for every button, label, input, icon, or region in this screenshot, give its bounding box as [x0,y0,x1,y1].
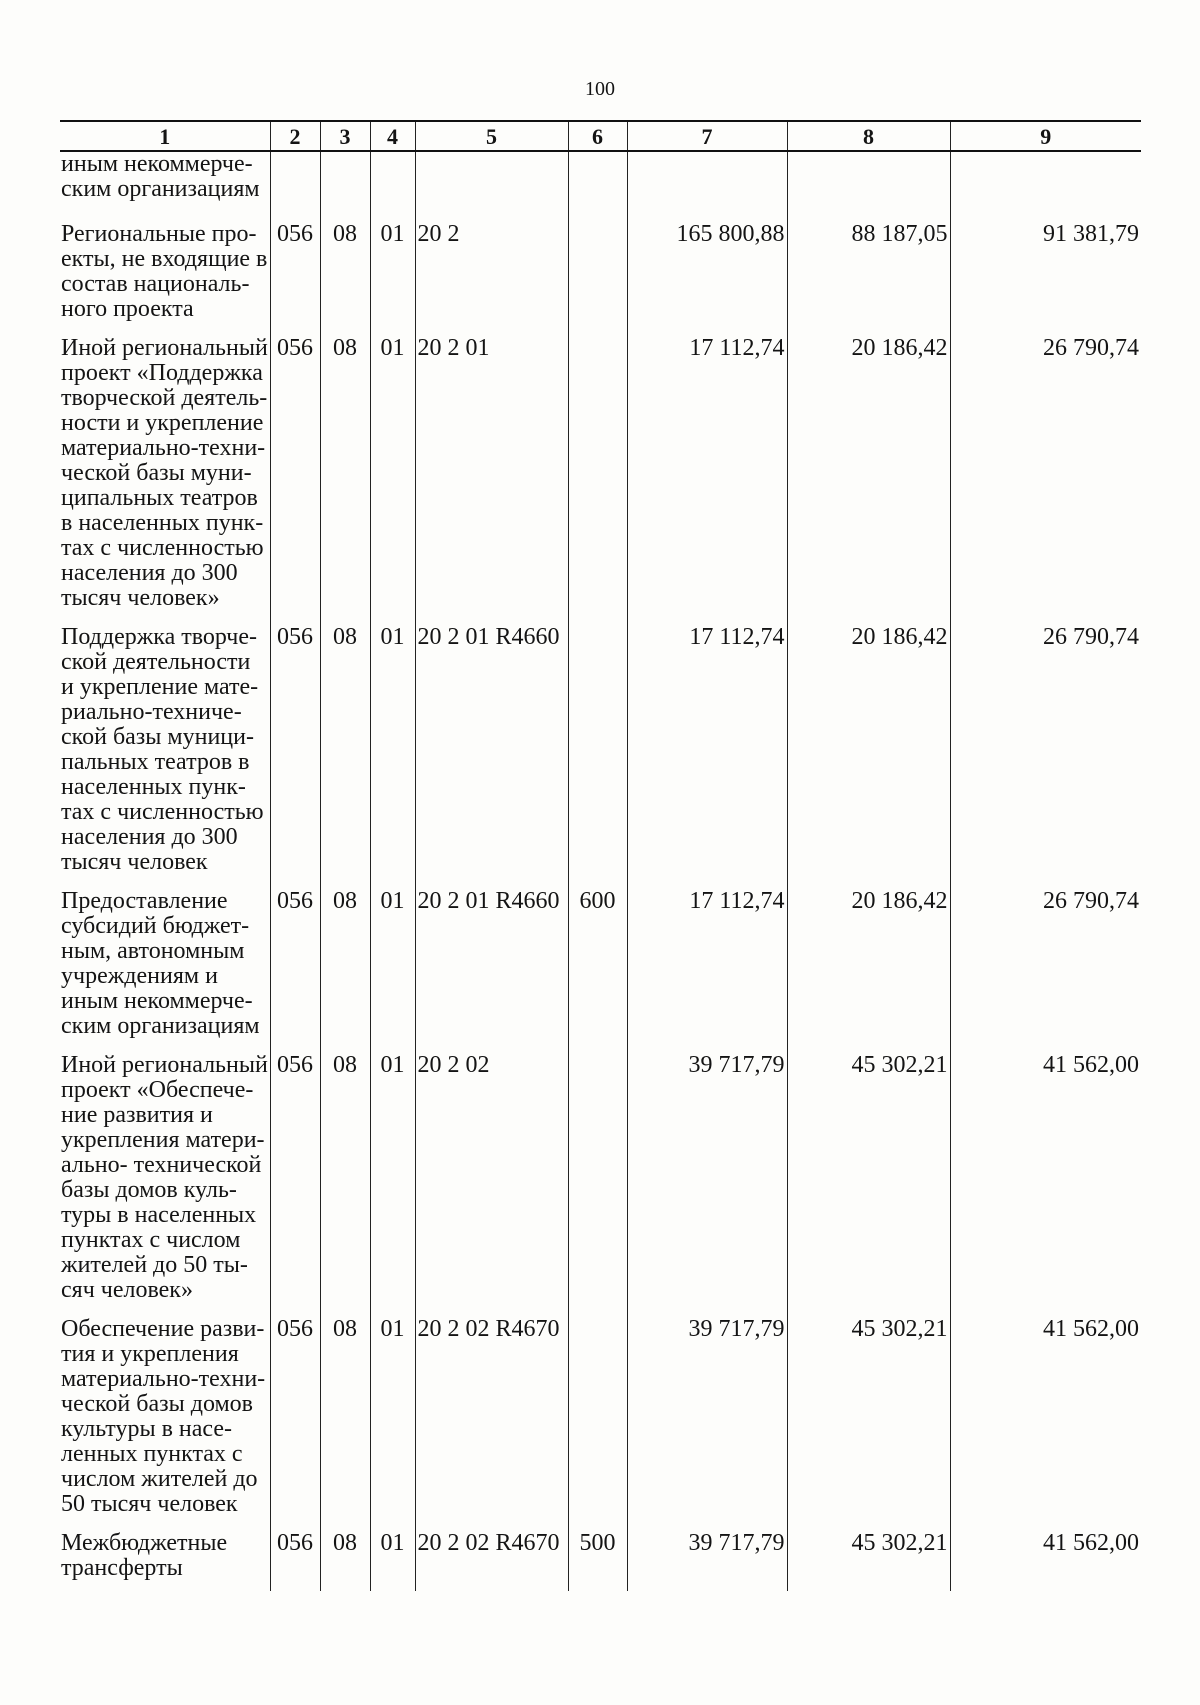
table-row [60,1317,1141,1531]
cell-amount-col8: 45 302,21 [787,1531,950,1581]
tail-cell [787,1581,950,1591]
cell-section: 08 [320,222,370,336]
tail-cell [320,1581,370,1591]
page-number: 100 [585,78,615,100]
cell-expense-type: 600 [568,889,627,1053]
cell-amount-col9: 41 562,00 [950,1053,1141,1317]
cell-subsection: 01 [370,1053,415,1317]
column-header-1: 1 [60,121,270,151]
cell-description: Поддержка творче- ской деятельности и укрепление мате- риально-техниче- ской базы муници- пальных театров в населенных пунк- тах с численностью населения до 300 тысяч человек [60,625,270,889]
cell-ministry-code: 056 [270,336,320,625]
cell-amount-col7: 165 800,88 [627,222,787,336]
tail-cell [370,1581,415,1591]
tail-cell [950,1581,1141,1591]
table-row [60,151,1141,222]
cell-ministry-code: 056 [270,625,320,889]
budget-table [60,120,1141,1591]
cell-target-article: 20 2 01 R4660 [415,625,568,889]
cell-subsection: 01 [370,1317,415,1531]
cell-target-article: 20 2 01 [415,336,568,625]
cell-expense-type [568,222,627,336]
table-row [60,889,1141,1053]
cell-expense-type [568,625,627,889]
tail-cell [627,1581,787,1591]
cell-ministry-code: 056 [270,889,320,1053]
tail-cell [60,1581,270,1591]
cell-amount-col9: 41 562,00 [950,1317,1141,1531]
cell-amount-col7: 17 112,74 [627,625,787,889]
cell-target-article: 20 2 02 [415,1053,568,1317]
cell-amount-col9: 41 562,00 [950,1531,1141,1581]
cell-ministry-code: 056 [270,1531,320,1581]
cell-description: Предоставление субсидий бюджет- ным, автономным учреждениям и иным некоммерче- ским организациям [60,889,270,1053]
cell-target-article: 20 2 02 R4670 [415,1317,568,1531]
cell-section: 08 [320,1317,370,1531]
cell-target-article: 20 2 [415,222,568,336]
tail-cell [415,1581,568,1591]
cell-target-article: 20 2 01 R4660 [415,889,568,1053]
cell-subsection [370,151,415,222]
cell-amount-col8: 20 186,42 [787,625,950,889]
cell-subsection: 01 [370,222,415,336]
cell-ministry-code [270,151,320,222]
cell-expense-type [568,336,627,625]
cell-amount-col8: 88 187,05 [787,222,950,336]
tail-cell [270,1581,320,1591]
cell-expense-type: 500 [568,1531,627,1581]
cell-description: Межбюджетные трансферты [60,1531,270,1581]
cell-description: иным некоммерче- ским организациям [60,151,270,222]
column-header-2: 2 [270,121,320,151]
cell-expense-type [568,1317,627,1531]
cell-section: 08 [320,336,370,625]
cell-ministry-code: 056 [270,1053,320,1317]
column-header-5: 5 [415,121,568,151]
column-header-6: 6 [568,121,627,151]
cell-description: Иной региональный проект «Обеспече- ние развития и укрепления матери- ально- технической базы домов куль- туры в населенных пунктах с числом жителей до 50 ты- сяч человек» [60,1053,270,1317]
cell-amount-col8: 45 302,21 [787,1053,950,1317]
cell-ministry-code: 056 [270,222,320,336]
cell-amount-col8: 45 302,21 [787,1317,950,1531]
table-row [60,336,1141,625]
tail-cell [568,1581,627,1591]
column-header-4: 4 [370,121,415,151]
cell-amount-col7: 17 112,74 [627,336,787,625]
table-row [60,1531,1141,1581]
cell-amount-col8: 20 186,42 [787,889,950,1053]
cell-section: 08 [320,1053,370,1317]
cell-subsection: 01 [370,336,415,625]
cell-amount-col9 [950,151,1141,222]
cell-amount-col7: 17 112,74 [627,889,787,1053]
cell-amount-col7: 39 717,79 [627,1053,787,1317]
cell-amount-col7 [627,151,787,222]
column-header-8: 8 [787,121,950,151]
cell-ministry-code: 056 [270,1317,320,1531]
cell-section: 08 [320,1531,370,1581]
cell-description: Иной региональный проект «Поддержка творческой деятель- ности и укрепление материально-техни- ческой базы муни- ципальных театров в населенных пунк- тах с численностью населения до 300 тысяч человек» [60,336,270,625]
table-row [60,222,1141,336]
cell-amount-col9: 91 381,79 [950,222,1141,336]
cell-amount-col9: 26 790,74 [950,336,1141,625]
cell-amount-col9: 26 790,74 [950,889,1141,1053]
table-body [60,151,1141,1591]
cell-section: 08 [320,625,370,889]
cell-amount-col8 [787,151,950,222]
cell-amount-col8: 20 186,42 [787,336,950,625]
cell-expense-type [568,151,627,222]
table-row [60,1053,1141,1317]
cell-description: Региональные про- екты, не входящие в состав националь- ного проекта [60,222,270,336]
table-tail [60,1581,1141,1591]
cell-expense-type [568,1053,627,1317]
cell-subsection: 01 [370,625,415,889]
cell-section [320,151,370,222]
cell-section: 08 [320,889,370,1053]
cell-subsection: 01 [370,1531,415,1581]
cell-subsection: 01 [370,889,415,1053]
column-header-7: 7 [627,121,787,151]
cell-amount-col7: 39 717,79 [627,1531,787,1581]
column-header-3: 3 [320,121,370,151]
header-row [60,121,1141,151]
cell-amount-col7: 39 717,79 [627,1317,787,1531]
table-row [60,625,1141,889]
cell-description: Обеспечение разви- тия и укрепления материально-техни- ческой базы домов культуры в насе- ленных пунктах с числом жителей до 50 тысяч человек [60,1317,270,1531]
cell-target-article [415,151,568,222]
cell-target-article: 20 2 02 R4670 [415,1531,568,1581]
column-header-9: 9 [950,121,1141,151]
cell-amount-col9: 26 790,74 [950,625,1141,889]
